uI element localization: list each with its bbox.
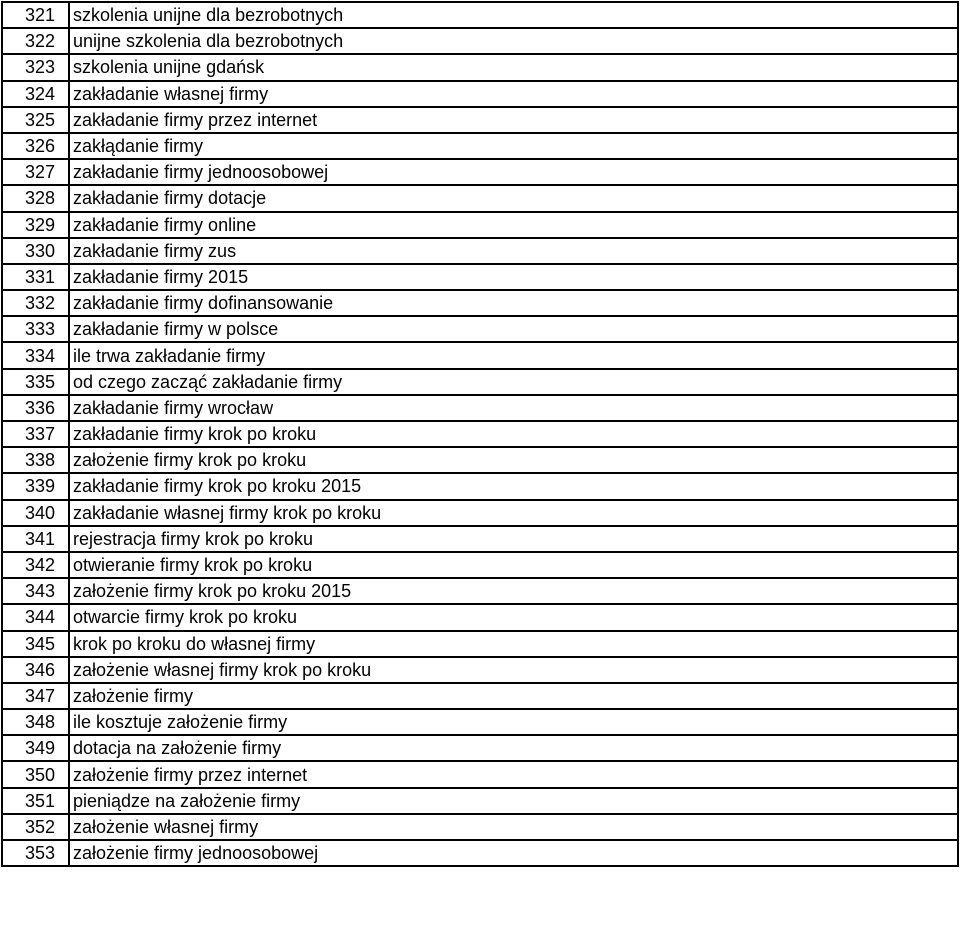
table-row [2,604,958,630]
row-number-cell: 343 [2,578,69,604]
keyword-cell: dotacja na założenie firmy [69,735,958,761]
row-number-cell: 347 [2,683,69,709]
table-row [2,761,958,787]
table-row [2,840,958,866]
keyword-table-sheet [1,1,957,867]
row-number-cell: 340 [2,500,69,526]
row-number-cell: 332 [2,290,69,316]
table-row [2,81,958,107]
row-number-cell: 351 [2,788,69,814]
row-number-cell: 344 [2,604,69,630]
row-number-cell: 341 [2,526,69,552]
table-row [2,54,958,80]
table-row [2,316,958,342]
row-number-cell: 348 [2,709,69,735]
keyword-cell: pieniądze na założenie firmy [69,788,958,814]
table-row [2,788,958,814]
keyword-cell: ile trwa zakładanie firmy [69,342,958,368]
keyword-cell: zakładanie firmy dofinansowanie [69,290,958,316]
keyword-cell: zakładanie własnej firmy [69,81,958,107]
row-number-cell: 333 [2,316,69,342]
row-number-cell: 329 [2,212,69,238]
keyword-cell: zakładanie firmy wrocław [69,395,958,421]
table-row [2,28,958,54]
table-row [2,735,958,761]
row-number-cell: 322 [2,28,69,54]
keyword-cell: zakładanie własnej firmy krok po kroku [69,500,958,526]
row-number-cell: 321 [2,2,69,28]
row-number-cell: 331 [2,264,69,290]
keyword-cell: zakładanie firmy krok po kroku 2015 [69,473,958,499]
keyword-table [1,1,959,867]
keyword-cell: zakładanie firmy jednoosobowej [69,159,958,185]
row-number-cell: 325 [2,107,69,133]
keyword-cell: szkolenia unijne gdańsk [69,54,958,80]
table-row [2,683,958,709]
table-row [2,212,958,238]
keyword-cell: otwarcie firmy krok po kroku [69,604,958,630]
row-number-cell: 336 [2,395,69,421]
row-number-cell: 326 [2,133,69,159]
table-row [2,159,958,185]
keyword-cell: założenie własnej firmy krok po kroku [69,657,958,683]
table-row [2,369,958,395]
row-number-cell: 335 [2,369,69,395]
keyword-cell: założenie firmy krok po kroku [69,447,958,473]
keyword-cell: ile kosztuje założenie firmy [69,709,958,735]
table-row [2,107,958,133]
table-row [2,473,958,499]
keyword-cell: zakłądanie firmy [69,133,958,159]
keyword-cell: założenie firmy krok po kroku 2015 [69,578,958,604]
keyword-cell: zakładanie firmy online [69,212,958,238]
row-number-cell: 350 [2,761,69,787]
table-row [2,185,958,211]
row-number-cell: 328 [2,185,69,211]
table-row [2,342,958,368]
keyword-cell: krok po kroku do własnej firmy [69,631,958,657]
table-row [2,238,958,264]
keyword-cell: założenie firmy przez internet [69,761,958,787]
keyword-cell: założenie firmy jednoosobowej [69,840,958,866]
keyword-cell: rejestracja firmy krok po kroku [69,526,958,552]
table-row [2,133,958,159]
table-row [2,631,958,657]
keyword-cell: zakładanie firmy 2015 [69,264,958,290]
row-number-cell: 338 [2,447,69,473]
table-row [2,421,958,447]
row-number-cell: 334 [2,342,69,368]
row-number-cell: 352 [2,814,69,840]
keyword-cell: założenie własnej firmy [69,814,958,840]
keyword-cell: otwieranie firmy krok po kroku [69,552,958,578]
row-number-cell: 323 [2,54,69,80]
table-row [2,552,958,578]
table-row [2,290,958,316]
table-row [2,264,958,290]
keyword-cell: szkolenia unijne dla bezrobotnych [69,2,958,28]
row-number-cell: 349 [2,735,69,761]
row-number-cell: 353 [2,840,69,866]
table-row [2,814,958,840]
keyword-cell: zakładanie firmy zus [69,238,958,264]
row-number-cell: 345 [2,631,69,657]
row-number-cell: 324 [2,81,69,107]
keyword-cell: od czego zacząć zakładanie firmy [69,369,958,395]
table-row [2,2,958,28]
keyword-cell: zakładanie firmy przez internet [69,107,958,133]
row-number-cell: 339 [2,473,69,499]
table-row [2,500,958,526]
row-number-cell: 327 [2,159,69,185]
table-row [2,578,958,604]
table-row [2,657,958,683]
row-number-cell: 330 [2,238,69,264]
keyword-cell: zakładanie firmy dotacje [69,185,958,211]
keyword-cell: zakładanie firmy krok po kroku [69,421,958,447]
keyword-cell: zakładanie firmy w polsce [69,316,958,342]
keyword-table-body [2,2,958,866]
table-row [2,709,958,735]
table-row [2,526,958,552]
keyword-cell: założenie firmy [69,683,958,709]
row-number-cell: 342 [2,552,69,578]
table-row [2,447,958,473]
keyword-cell: unijne szkolenia dla bezrobotnych [69,28,958,54]
table-row [2,395,958,421]
row-number-cell: 337 [2,421,69,447]
row-number-cell: 346 [2,657,69,683]
